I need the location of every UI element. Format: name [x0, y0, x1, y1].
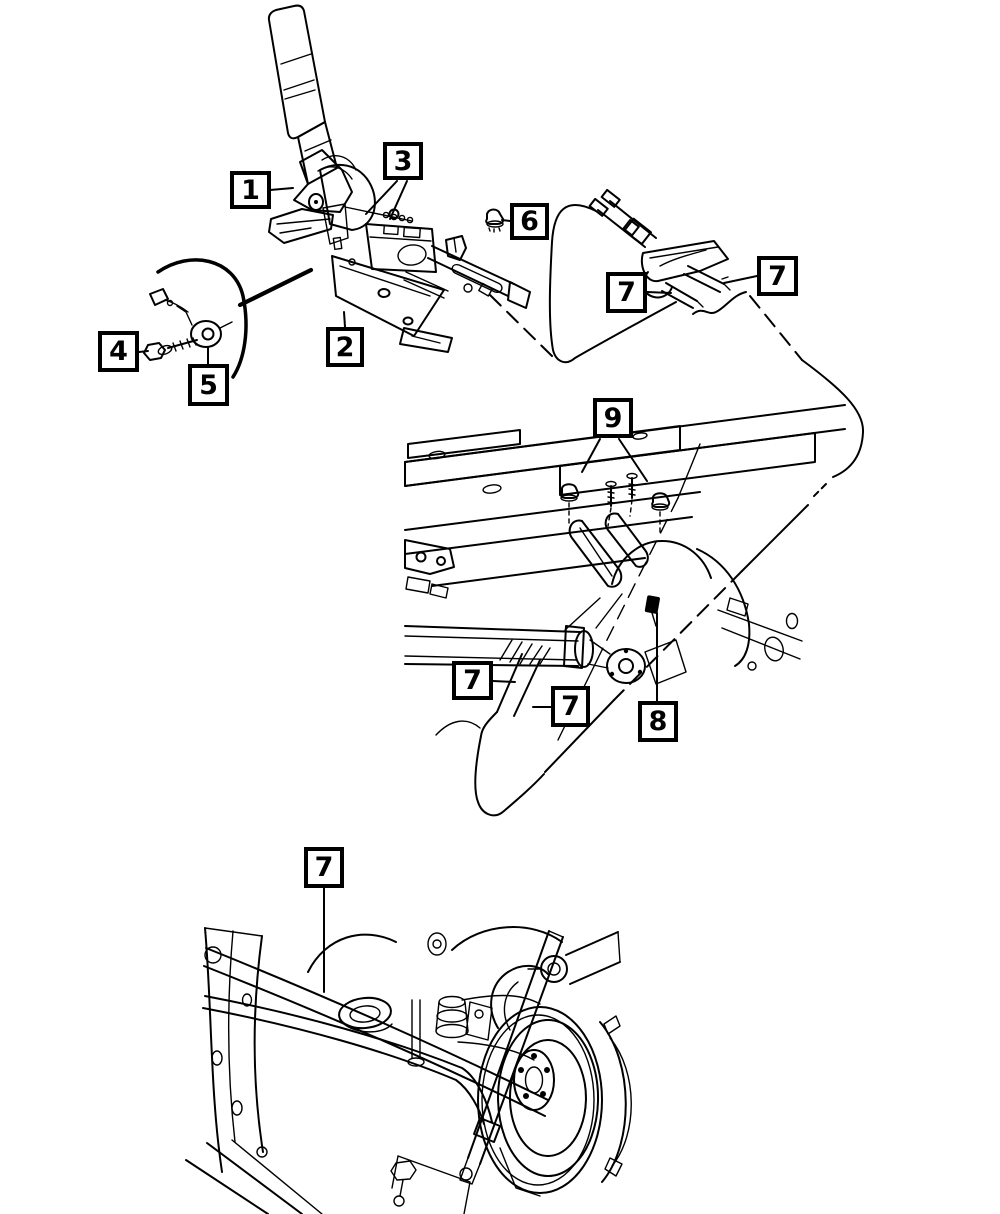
callout-9: 9	[593, 398, 633, 438]
callout-7-bottom: 7	[304, 847, 344, 888]
callout-3: 3	[383, 142, 423, 180]
axle-illustration	[186, 927, 631, 1214]
callout-2: 2	[326, 327, 364, 367]
callout-7-mid: 7	[551, 686, 590, 727]
callout-4: 4	[98, 331, 139, 372]
callout-8: 8	[638, 701, 678, 742]
cable-route-lines	[490, 205, 863, 498]
callout-5: 5	[188, 364, 229, 406]
callout-1: 1	[230, 171, 271, 209]
callout-7-mid-left: 7	[452, 661, 493, 700]
underbody-illustration	[405, 405, 845, 815]
callout-7-upper-right: 7	[757, 256, 798, 296]
nut-part-illustration	[486, 210, 503, 233]
callout-6: 6	[510, 203, 549, 240]
bolt-part-illustration	[144, 338, 197, 360]
callout-7-equalizer: 7	[606, 272, 647, 313]
switch-part-illustration	[150, 289, 232, 347]
callout-leader-lines	[139, 181, 757, 992]
detail-circle	[158, 260, 311, 377]
